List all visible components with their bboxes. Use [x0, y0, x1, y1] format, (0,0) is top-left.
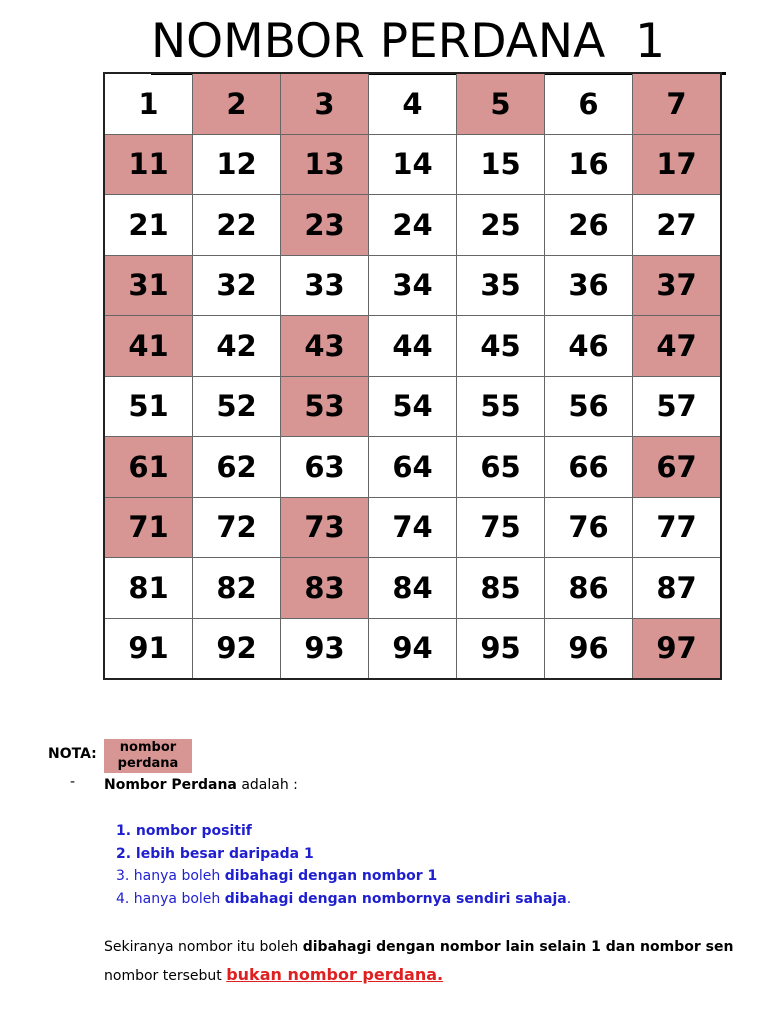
bullet-dash: - — [70, 774, 76, 790]
conclusion-part-3: nombor tersebut — [104, 968, 227, 984]
number-cell: 16 — [545, 134, 633, 195]
definition-term: Nombor Perdana — [104, 777, 237, 793]
prime-number-cell: 31 — [104, 255, 193, 316]
prime-number-cell: 3 — [281, 73, 369, 134]
number-cell: 32 — [193, 255, 281, 316]
definition-rest: adalah : — [236, 777, 298, 793]
page-title: NOMBOR PERDANA 1 — [151, 12, 726, 75]
grid-row — [104, 73, 721, 134]
prime-number-cell: 37 — [633, 255, 722, 316]
condition-3-plain: 3. hanya boleh — [116, 868, 225, 884]
grid-row — [104, 255, 721, 316]
number-cell: 1 — [104, 73, 193, 134]
number-cell: 15 — [457, 134, 545, 195]
number-cell: 93 — [281, 618, 369, 679]
prime-number-cell: 61 — [104, 437, 193, 498]
number-cell: 85 — [457, 558, 545, 619]
number-cell: 96 — [545, 618, 633, 679]
number-cell: 21 — [104, 195, 193, 256]
prime-number-cell: 17 — [633, 134, 722, 195]
number-cell: 65 — [457, 437, 545, 498]
number-cell: 46 — [545, 316, 633, 377]
number-cell: 54 — [369, 376, 457, 437]
prime-number-cell: 5 — [457, 73, 545, 134]
prime-number-cell: 83 — [281, 558, 369, 619]
number-cell: 76 — [545, 497, 633, 558]
condition-3-bold: dibahagi dengan nombor 1 — [224, 868, 438, 884]
grid-row — [104, 558, 721, 619]
prime-number-cell: 73 — [281, 497, 369, 558]
grid-row — [104, 497, 721, 558]
number-cell: 64 — [369, 437, 457, 498]
conclusion-part-2: dibahagi dengan nombor lain selain 1 dan nombor sen — [302, 939, 734, 955]
number-cell: 24 — [369, 195, 457, 256]
prime-number-cell: 43 — [281, 316, 369, 377]
number-cell: 25 — [457, 195, 545, 256]
number-cell: 87 — [633, 558, 722, 619]
prime-number-cell: 71 — [104, 497, 193, 558]
number-cell: 44 — [369, 316, 457, 377]
conditions-list — [116, 820, 571, 910]
prime-number-cell: 2 — [193, 73, 281, 134]
condition-4-plain: 4. hanya boleh — [116, 890, 225, 907]
grid-row — [104, 195, 721, 256]
condition-3 — [116, 865, 571, 888]
prime-number-cell: 11 — [104, 134, 193, 195]
number-cell: 95 — [457, 618, 545, 679]
number-cell: 91 — [104, 618, 193, 679]
conclusion-text — [104, 934, 744, 990]
number-cell: 57 — [633, 376, 722, 437]
number-cell: 35 — [457, 255, 545, 316]
conclusion-part-4: bukan nombor perdana. — [226, 965, 444, 984]
prime-number-cell: 53 — [281, 376, 369, 437]
prime-number-cell: 97 — [633, 618, 722, 679]
number-cell: 22 — [193, 195, 281, 256]
number-cell: 33 — [281, 255, 369, 316]
number-cell: 92 — [193, 618, 281, 679]
legend-line-2: perdana — [117, 756, 179, 771]
number-cell: 36 — [545, 255, 633, 316]
number-cell: 6 — [545, 73, 633, 134]
number-cell: 82 — [193, 558, 281, 619]
grid-row — [104, 618, 721, 679]
condition-4-bold: dibahagi dengan nombornya sendiri sahaja — [224, 890, 567, 907]
conclusion-part-1: Sekiranya nombor itu boleh — [104, 939, 303, 955]
number-cell: 42 — [193, 316, 281, 377]
number-cell: 63 — [281, 437, 369, 498]
number-cell: 14 — [369, 134, 457, 195]
number-cell: 62 — [193, 437, 281, 498]
definition-line — [104, 777, 298, 793]
condition-2: 2. lebih besar daripada 1 — [116, 845, 314, 862]
number-cell: 74 — [369, 497, 457, 558]
grid-row — [104, 316, 721, 377]
number-cell: 56 — [545, 376, 633, 437]
number-cell: 12 — [193, 134, 281, 195]
prime-number-cell: 13 — [281, 134, 369, 195]
prime-number-cell: 23 — [281, 195, 369, 256]
number-cell: 4 — [369, 73, 457, 134]
number-cell: 81 — [104, 558, 193, 619]
number-cell: 84 — [369, 558, 457, 619]
prime-number-grid — [103, 72, 722, 680]
number-cell: 51 — [104, 376, 193, 437]
number-cell: 86 — [545, 558, 633, 619]
number-cell: 77 — [633, 497, 722, 558]
number-cell: 34 — [369, 255, 457, 316]
number-cell: 52 — [193, 376, 281, 437]
number-cell: 75 — [457, 497, 545, 558]
number-cell: 72 — [193, 497, 281, 558]
grid-row — [104, 134, 721, 195]
prime-legend-swatch — [104, 739, 192, 773]
grid-row — [104, 437, 721, 498]
prime-number-cell: 41 — [104, 316, 193, 377]
nota-label: NOTA: — [48, 746, 97, 762]
number-cell: 27 — [633, 195, 722, 256]
number-cell: 26 — [545, 195, 633, 256]
number-cell: 45 — [457, 316, 545, 377]
prime-number-cell: 67 — [633, 437, 722, 498]
number-cell: 66 — [545, 437, 633, 498]
prime-number-cell: 47 — [633, 316, 722, 377]
condition-4-end: . — [566, 890, 572, 907]
legend-line-1: nombor — [119, 740, 177, 755]
condition-4 — [116, 888, 571, 911]
number-cell: 94 — [369, 618, 457, 679]
number-cell: 55 — [457, 376, 545, 437]
prime-number-cell: 7 — [633, 73, 722, 134]
condition-1: 1. nombor positif — [116, 823, 252, 839]
grid-row — [104, 376, 721, 437]
